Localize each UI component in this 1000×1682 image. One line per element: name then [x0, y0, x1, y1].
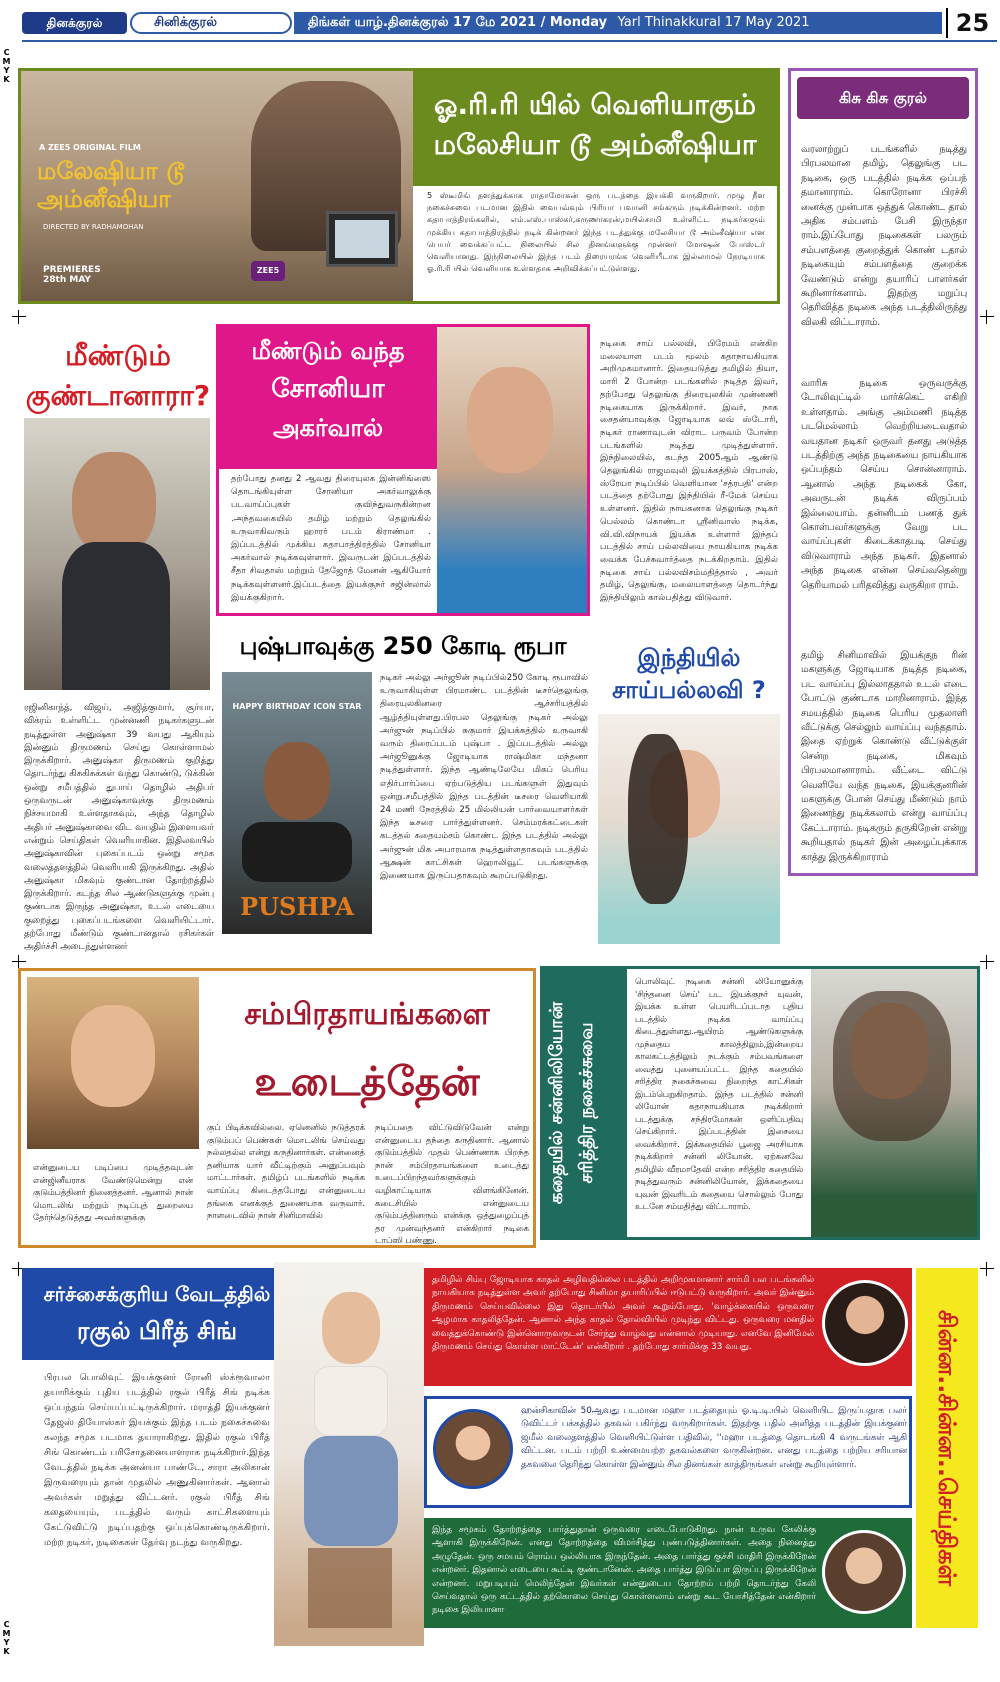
sai-pallavi-story: [598, 324, 780, 946]
gossip-title: கிசு கிசு குரல்: [797, 77, 969, 119]
ileana-avatar: [822, 1530, 906, 1614]
cmyk-y: Y: [3, 1638, 10, 1647]
zee5-logo: ZEE5: [251, 261, 285, 281]
sunny-photo: [811, 969, 977, 1237]
sunny-headline-line1: சரித்திர நகைச்சுவை: [576, 1022, 597, 1184]
gossip-para-1: வரலாற்றுப் படங்களில் நடித்து பிரபலமான தமிழ், தெலுங்கு பட நடிகை, ஒரு படத்தில் நடிக்க ஒப்பந் தமானாராம். கொரோனா பிரச்சி னைக்கு முன்பாக ஒத்துக் கொண்ட தால் அதிக சம்பளம் பேசி இருந்தா ராம்.இப்போது நடிகைகள் பலரும் சம்பளத்தை குறைத்துக் கொண் டதால் நடிகையும் சம்பளத்தை குறைக்க வேண்டும் என்று தயாரிப் பாளர்கள் கூறினார்களாம். இதற்கு மறுப்பு தெரிவித்த நடிகை அந்த படத்திலிருந்து விலகி விட்டாராம்.: [801, 144, 967, 328]
sai-pallavi-photo: [598, 714, 780, 944]
ott-body: 5 ஸ்டீமிங் தளத்துக்காக ராதாமோகன் ஒரு படத்தை இயக்கி வருகிறார். முழு நீள நகைச்சுவை படமான இதில் வைபவ்வும் பிரியா பவானி சங்கரும் நடிக்கின்றனர். மற்ற கதாபாத்திரங்களில், எம்.எஸ்.பாஸ்கர்,கருணாகரன்,மயில்சாமி உள்ளிட்ட நடிகர்களும் முக்கிய கதாபாத்திரத்தில் நடிக் கின்றனர் இந்த படத்துக்கு மலேசியா டூ அம்னீஷியா என பெயர் வைக்கப்பட்ட நிலையில் சில தினங்களுக்கு முன்னர் மோஷன் போஸ்டர் வெளியானது. இந்நிலையில் இந்த படம் திரையரங்க வெளியீடாக இல்லாமல் நேரடியாக ஓ.ரி.ரி யில் வெளியாக உள்ளதாக அறிவிக்கப்பட்டுள்ளது.: [427, 190, 765, 274]
sunny-headline-line2: கதையில் சன்னிலியோன்: [546, 1001, 567, 1205]
masthead: [22, 8, 997, 44]
cmyk-k: K: [3, 1647, 10, 1656]
gossip-column: [788, 68, 978, 876]
gossip-para-3: தமிழ் சினிமாவில் இயக்குந ரின் மகளுக்கு ஜோடியாக நடித்த நடிகை, பட வாய்ப்பு இல்லாததால் உடல் எடை போட்டு குண்டாக மாறினாராம். இந்த சமயத்தில் நடிகை பெரிய முதலாளி வீட்டுக்கு செல்லும் வாய்ப்பு வந்ததாம். இதை ஏற்றுக் கொண்டு வீட்டுக்குள் சென்ற நடிகை, மிகவும் பிரபலமானாராம். வீட்டை விட்டு வெளியே வந்த நடிகை, இயக்குனரின் மகளுக்கு போன் செய்து மீண்டும் நாம் இணைந்து நடிக்கலாம் என்று வாய்ப்பு கேட்டாராம். நடிகரும் தருகிறேன் என்று கூறியதால் நடிகர் இன் அழைப்புக்காக காத்து இருக்கிறாராம்: [801, 650, 967, 863]
pushpa-poster-title: PUSHPA: [240, 892, 354, 921]
cmyk-m: M: [2, 1629, 11, 1638]
cmyk-c: C: [3, 48, 10, 57]
poster-brand: A ZEE5 ORIGINAL FILM: [39, 143, 141, 152]
pushpa-story: [216, 626, 590, 954]
rakul-body: பிரபல பொலிவுட் இயக்குனர் ரோனி ஸ்க்ரூவாலா தயாரிக்கும் புதிய படத்தில் ரகுல் பிரீத் சிங் நடிக்க ஒப்பந்தம் செய்யப்பட்டிருக்கிறார். மராத்தி இயக்குனர் தேஜஸ் தியோஸ்கர் இயக்கும் இந்த படம் நகைச்சுவை கலந்த சமூக படமாக தயாராகிறது. இதில் ரகுல் பிரீத் சிங் கொண்டம் பரிசோதனையாளராக நடிக்கிறார்.இந்த வேடத்தில் நடிக்க அனன்யா பாண்டே, சாரா அலிகான் இருவரையும் தான் முதலில் அணுகினார்கள். ஆனால் அவர்கள் மறுத்து விட்டனர். ரகுல் பிரீத் சிங் கதையையும், படத்தில் வரும் காட்சிகளையும் கேட்டுவிட்டு நடிப்பதற்கு ஒப்புக்கொண்டிருக்கிறார். மற்ற நடிகர், நடிகைகள் தேர்வு நடந்து வருகிறது.: [44, 1372, 270, 1548]
rakul-photo: [274, 1262, 424, 1646]
cmyk-marks-top: [2, 48, 11, 84]
date-tamil: திங்கள் யாழ்.தினக்குரல் 17 மே 2021 / Monday: [308, 15, 608, 30]
poster-credit: DIRECTED BY RADHAMOHAN: [43, 223, 144, 231]
malaysia-amnesia-poster: [21, 71, 413, 301]
rakul-story: [18, 1262, 422, 1652]
registration-mark: [12, 955, 26, 969]
ott-headline-line2: மலேசியா டூ அம்னீஷியா: [433, 128, 757, 161]
date-english: Yarl Thinakkural 17 May 2021: [617, 15, 810, 30]
taapsee-body-col3: நடிப்பதை விட்டுவிடுவேன் என்று என்னுடைய தந்தை கருதினார். ஆனால் குடும்பத்தில் முதல் பெண்ணாக பிறந்த நான் சம்பிரதாயங்களை உடைத்து உடைப்பிறந்தவர்களுக்கும் வழிகாட்டியாக விளங்கினேன். கடைசியில் என்னுடைய குடும்பத்தினரும் என்க்கு ஒத்துழைப்புத் தர முன்வந்தனர் என்கிறார் நடிகை டாப்ஸி பண்ணு.: [375, 1122, 529, 1246]
hansika-avatar: [433, 1409, 513, 1489]
rakul-headline-line1: சர்ச்சைக்குரிய வேடத்தில்: [43, 1282, 271, 1306]
cmyk-k: K: [3, 75, 10, 84]
ott-headline-box: [413, 71, 777, 186]
taapsee-story: [18, 968, 536, 1248]
sunny-body: பொலிவுட் நடிகை சன்னி லியோனுக்கு 'சிந்தனை செய்' பட இயக்குநர் யுவன், இயக்க உள்ள பெயரிடப்படாத புதிய படத்தில் நடிக்க வாய்ப்பு கிடைத்துள்ளது.ஆயிரம் ஆண்டுகளுக்கு முந்தைய காலத்திலும்,இன்றைய காலகட்டத்திலும் நடக்கும் சம்பவங்களை வைத்து புனையப்பட்ட இந்த கதையில் சரித்திர நகைச்சுவை நிறைந்த காட்சிகள் இடம்பெறுகிறதாம். இந்த படத்தில் சன்னி லியோன் கதாநாயகியாக நடிக்கிறார் படத்துக்கு சந்திரமோகன் ஒளிப்பதிவு செய்கிறார். இப்படத்தின் இசையை வைக்கிறார். இக்கதையில் பூஜை அரசியாக நடிக்கிறார் சன்னி லியோன். ஏற்கனவே தமிழில் வீரமாதேவி என்ற சரித்திர கதையில் நடித்துவரும் சன்னிலியோன், இக்கதையை யுவன் இவரிடம் கதையை சொல்லும் போது உடனே சம்மதித்து விட்டாராம்.: [635, 976, 803, 1211]
sonia-photo: [437, 327, 587, 613]
sonia-story: [216, 324, 590, 616]
sonia-headline-box: [219, 327, 437, 469]
pushpa-poster-tag: HAPPY BIRTHDAY ICON STAR: [232, 702, 362, 711]
cmyk-marks-bottom: [2, 1620, 11, 1656]
sonia-body: தற்போது தனது 2 ஆவது திரையுலக இன்னிங்ஸை தொடங்கியுள்ள சோனியா அகர்வாலுக்கு படவாய்ப்புகள் குவிந்துவருகின்றன .அந்தவகையில் தமிழ் மற்றும் தெலுங்கில் உருவாகிவரும் ஹாரர் படம் கிராண்மா . இப்படத்தில் முக்கிய கதாபாத்திரத்தில் சோனியா அகர்வால் நடிக்கவுள்ளார். இவருடன் இப்படத்தில் சீதா சிவதாஸ் மற்றும் தேஜோத் மேனன் ஆகியோர் நடிக்கவுள்ளனர்.இப்படத்தை இயக்குநர் சஜின்லால் இயக்குகிறார்.: [231, 474, 431, 603]
gossip-para-2: வாரிசு நடிகை ஒருவருக்கு டோலிவுட்டில் மார்க்கெட் எகிறி உள்ளதாம். அங்கு அம்மணி நடித்த படமெல்லாம் வெற்றியடைவதால் வயதான நடிகர் ஒருவர் தனது அடுத்த படத்திற்கு அந்த நடிகையை நாயகியாக ஒப்பந்தம் செய்ய சொன்னாராம். ஆனால் அந்த நடிகைக் கோ, அவருடன் நடிக்க விருப்பம் இல்லையாம். தன்னிடம் பணத் துக் கொள்பவர்களுக்கு வேறு பட வாய்ப்புகள் கிடைக்காதபடி செய்து விடுவாராம் அந்த நடிகர். இதனால் அந்த நடிகை என்ன செய்வதென்று தெரியாமல் பரிதவித்து வருகிறா ராம்.: [801, 378, 967, 591]
charmi-avatar: [822, 1280, 908, 1366]
chinna-item-3-text: இந்த சமூகம் தோற்றத்தை பார்த்துதான் ஒருவரை எடைபோடுகிறது. நான் உருவ கேலிக்கு ஆளாகி இருக்கிறேன். எனது தோற்றத்தை விமர்சித்து புண்படுத்தினார்கள். அதை நினைத்து அழுதேன். ஒரு சமயம் ரொம்ப ஒல்லியாக இருந்தேன். அதை பார்த்து குச்சி மாதிரி இருக்கிறேன் என்றனர். இதனால் எடையை கூட்டி குண்டானேன். அதை பார்த்து இடுப்பா இருப்பு இருக்கிறேன் என்றனர். மறுபடியும் மெலிந்தேன் இவர்கள் என்னுடைய தோற்றம் பற்றி தொடர்ந்து கேலி செய்வதால் ஒரு கட்டத்தில் தற்கொலை செய்து கொள்ளலாம் என்று கூட யோசித்தேன் என்கிறார் நடிகை இலியானா: [432, 1525, 816, 1616]
sunny-story: [540, 966, 980, 1240]
chinna-banner: [916, 1268, 978, 1628]
pushpa-body: நடிகர் அல்லு அர்ஜூன் நடிப்பில்250 கோடி ரூபாவில் உருவாகியுள்ள பிரமாண்ட படத்தின் டீசர்தெலுங்கு திரையுலகினரை ஆச்சரியத்தில் ஆழ்த்தியுள்ளது.பிரபல தெலுங்கு நடிகர் அல்லு அர்ஜுன் நடிப்பில் சுகுமார் இயக்கத்தில் உருவாகி வரும் திரைப்படம் புஷ்பா . இப்படத்தில் அல்லு அர்ஜூனுக்கு ஜோடியாக ராஷ்மிகா மந்தனா நடித்துள்ளார். இந்த ஆண்டிலேயே மிகப் பெரிய எதிர்பார்ப்பை ஏற்படுத்திய படங்களுள் இதுவும் ஒன்று.சமீபத்தில் இந்த படத்தின் டீசரை வெளியாகி 24 மணி நேரத்தில் 25 மில்லியன் பார்வையாளர்கள் இந்த டீசரை பார்த்துள்ளனர். செம்மரக்கட்டைகள் கடத்தல் கதையம்சம் கொண்ட இந்த படத்தில் அல்லு அர்ஜுன் மிக அபாரமாக நடித்துள்ளதாகவும் படத்தில் ஆக்ஷன் காட்சிகள் ஹொலிவூட் படங்களுக்கு இணையாக இருப்பதாகவும் கூறப்படுகிறது.: [380, 673, 588, 882]
pushpa-poster: [222, 672, 372, 934]
chinna-item-hansika: [424, 1396, 912, 1508]
cmyk-m: M: [2, 57, 11, 66]
poster-title: மலேஷியா டூ அம்னீஷியா: [37, 157, 185, 213]
rakul-headline-line2: ரகுல் பிரீத் சிங்: [77, 1317, 237, 1345]
chinna-item-charmi: [424, 1268, 912, 1386]
taapsee-headline-line2: உடைத்தேன்: [254, 1059, 480, 1105]
anushka-story: [18, 322, 218, 953]
tv-set: [326, 211, 398, 267]
chinna-item-2-text: ஹன்சிகாவின் 50ஆவது படமான மஹா படத்தையும் ஓ.டி.டி.யில் வெளியிட இருப்பதாக பலர் டுவிட்டர் பக்கத்தில் தகவல் பகிர்ந்து வருகிறார்கள். இதற்கு பதில் அளித்த படத்தின் இயக்குனர் ஜமீல் வலைதளத்தில் வெளியிட்டுள்ள பதிவில், ''மஹா படத்தை தொடங்கி 4 வருடங்கள் ஆகி விட்டன. படம் பற்றி உண்மையற்ற தகவல்களை வருகின்றன. எனது படத்தை பற்றிய சரியான தகவலை தெரிந்து கொள்ள இன்னும் சில தினங்கள் காத்திருங்கள் என்று கூறியுள்ளார்.: [521, 1406, 907, 1470]
cmyk-c: C: [3, 1620, 10, 1629]
taapsee-headline-line1: சம்பிரதாயங்களை: [244, 997, 490, 1032]
cmyk-y: Y: [3, 66, 10, 75]
sai-pallavi-headline-line2: சாய்பல்லவி ?: [612, 676, 766, 704]
anushka-photo: [24, 418, 210, 690]
chinna-item-ileana: [424, 1518, 912, 1628]
ott-story: [18, 68, 780, 304]
anushka-headline: மீண்டும் குண்டானாரா?: [25, 339, 211, 412]
registration-mark: [980, 955, 994, 969]
taapsee-body-col1: என்னுடைய படிப்பை முடித்தவுடன் என்ஜினீயராக வேண்டுமென்று என் குடும்பத்தினர் நினைத்தனர். ஆனால் நான் மொடலிங் மற்றும் நடிப்புத் துறையை தேர்ந்தெடுத்தது அவர்களுக்கு: [33, 1162, 193, 1223]
pushpa-headline: புஷ்பாவுக்கு 250 கோடி ரூபா: [239, 632, 567, 660]
chinna-item-1-text: தமிழில் சிம்பு ஜோடியாக காதல் அழிவதில்லை படத்தில் அறிமுகமானார் சார்மி பல படங்களில் நாயகியாக நடித்துள்ள அவர் தற்போது சினிமா தயாரிப்பில் ஈடுபட்டு வருகிறார். அவர் இன்னும் திருமணம் செய்யவில்லை இது தொடர்பில் அவர் கூறும்போது, 'வாழ்க்கையில் ஒருவரை ஆழமாக காதலித்தேன். ஆனால் அந்த காதல் தோல்வியில் முடிந்து விட்டது. ஒருவரை மனதில் வைத்துக்கொண்டு இன்னொருவருடன் சேர்ந்து வாழ்வது என்னால் முடியாது. எனவே இனிமேல் திருமணம் செய்து கொள்ள மாட்டேன்' என்கிறார் . தற்போது சார்மிக்கு 33 வயது.: [432, 1275, 814, 1353]
registration-mark: [980, 1262, 994, 1276]
sunny-headline-box: [543, 969, 627, 1237]
poster-premiere: PREMIERES 28th MAY: [43, 265, 101, 285]
section-tab: சினிக்குரல்: [130, 12, 292, 34]
chinna-banner-text: சின்ன..சின்ன..செய்திகள்: [933, 1309, 961, 1587]
page-number: 25: [946, 8, 997, 38]
sai-pallavi-body: நடிகை சாய் பல்லவி, பிரேமம் என்கிற மலையாள படம் மூலம் கதாநாயகியாக அறிமுகமானார். இதையடுத்து தமிழில் தியா, மாரி 2 போன்ற படங்களில் நடித்த இவர், தற்போது தெலுங்கு திரையுலகில் முன்னணி நடிகையாக இருக்கிறார். இவர், நாக சைதன்யாவுக்கு ஜோடியாக லவ் ஸ்டோரி, நடிகர் ராணாவுடன் விராட பருவம் போன்ற படங்களில் நடித்து முடித்துள்ளார். இந்நிலையில், கடந்த 2005ஆம் ஆண்டு தெலுங்கில் ராஜமவுலி இயக்கத்தில் பிரபாஸ், ஸ்ரேயா நடிப்பில் வெளியான 'சத்ரபதி' என்ற படத்தை தற்போது இந்தியில் ரீ-மேக் செய்ய உள்ளனர். இதில் நாயகனாக தெலுங்கு நடிகர் பெல்லம் கொண்டா ஸ்ரீனிவாஸ் நடிக்க, வி.வி.விநாயக் இயக்க உள்ளார் இந்தப் படத்தில் சாய் பல்லவியை நாயகியாக நடிக்க வைக்க பேச்சுவார்த்தை நடக்கிறதாம். இதில் நடிகை சாய் பல்லவிசம்மதித்தால் , அவர் தமிழ், தெலுங்கு, மலையாளத்தை தொடர்ந்து இந்தியிலும் கால்பதித்து விடுவார்.: [600, 339, 778, 604]
taapsee-photo: [27, 977, 199, 1149]
ott-headline-line1: ஓ.ரி.ரி யில் வெளியாகும்: [434, 88, 756, 121]
anushka-body: ரஜினிகாந்த், விஜய், அஜித்குமார், சூர்யா, விக்ரம் உள்ளிட்ட முன்னணி நடிகர்களுடன் நடித்துள்ள அனுஷ்கா 39 வயது ஆகியும் இன்னும் திருமணம் செய்து கொள்ளாமல் இருக்கிறார். அனுஷ்கா திருமணம் குறித்து தொடர்ந்து கிசுகிசுக்கள் வந்து கொண்டு, டுக்கின் ஒன்று சமீபத்தில் துபாய் தொழில் அதிபர் ஒருவருடன் அனுஷ்காவுக்கு திருமணம் நிச்சயமாகி உள்ளதாகவும், அந்த தொழில் அதிபர் அனுஷ்காவை விட வயதில் இளையவர் என்றும் செய்திகள் வெளியாகின. இதிலவயில் அனுஷ்காவின் புகைப்படம் ஒன்று சமூக வலைத்தளத்தில் வெளியாகி இருக்கிறது. அதில் அனுஷ்கா மிகவும் குண்டான தோற்றத்தில் இருக்கிறார். கடந்த சில ஆண்டுகளுக்கு முன்பு குண்டாக இருந்த அனுஷ்கா, உடல் எடையை குறைத்து புகைப்படங்களை வெளியிட்டார். தற்போது மீண்டும் குண்டானதால் ரசிகர்கள் அதிர்ச்சி அடைந்துள்ளனர்: [24, 703, 214, 953]
sonia-headline-line3: அகர்வால்: [273, 414, 383, 442]
rakul-headline-box: [22, 1268, 292, 1360]
sai-pallavi-headline-line1: இந்தியில்: [637, 644, 741, 672]
taapsee-body-col2: குப் பிடிக்கவில்லை. ஏனெனில் நடுத்தரக் குடும்பப் பெண்கள் மொடலிங் செய்வது நல்லதல்ல என்று கருதினார்கள். என்னைத் தனியாக யார் வீட்டிற்கும் அனுப்பவும் மாட்டார்கள். தமிழ்ப் படங்களில் நடிக்க வாய்ப்பு கிடைத்தபோது என்னுடைய தங்கை எனக்குத் துணையாக வருவார். நாளடைவில் நான் சினிமாவில்: [207, 1122, 365, 1221]
registration-mark: [980, 310, 994, 324]
sonia-headline-line1: மீண்டும் வந்த: [251, 337, 405, 365]
logo: தினக்குரல்: [22, 12, 127, 34]
header-rule: [22, 40, 997, 42]
date-bar: [294, 12, 942, 34]
sonia-headline-line2: சோனியா: [271, 374, 385, 404]
